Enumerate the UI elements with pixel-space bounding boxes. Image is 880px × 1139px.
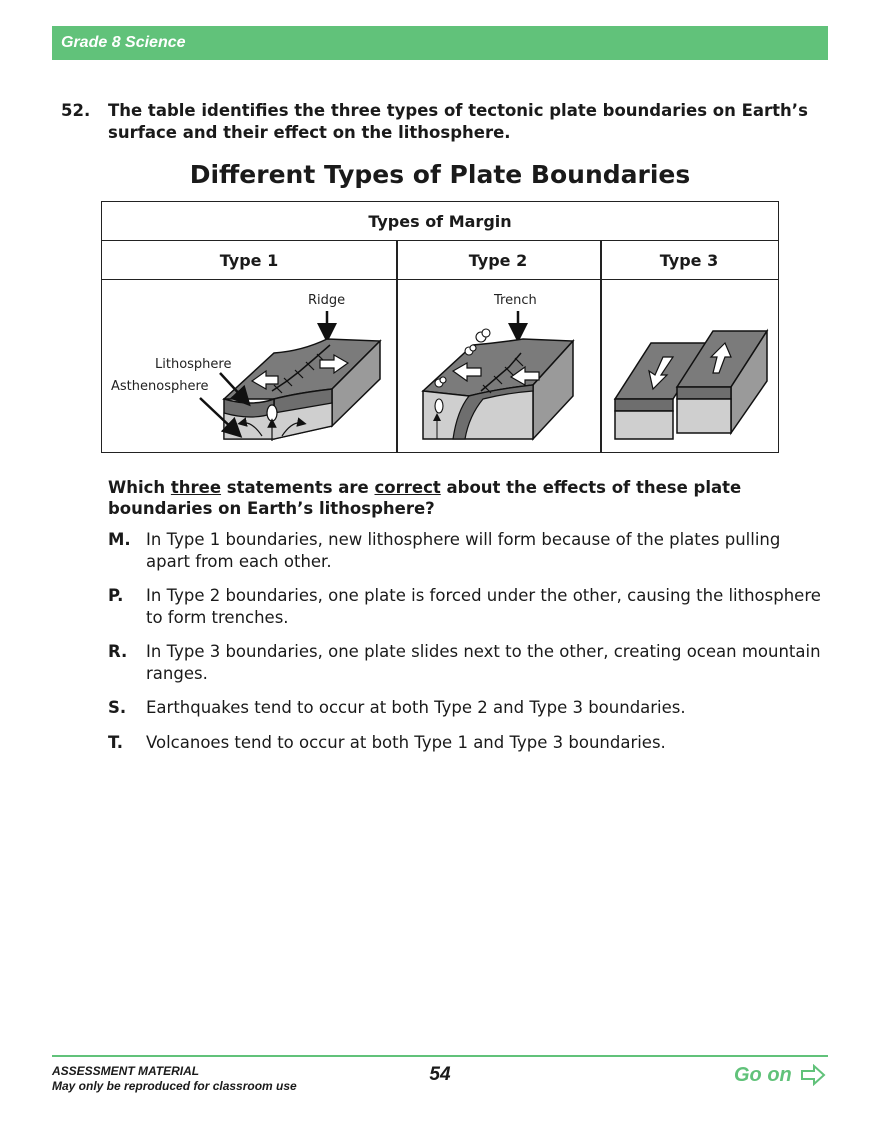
- plate-boundaries-table: [101, 201, 779, 453]
- trench-label: Trench: [494, 293, 537, 308]
- option-text: In Type 1 boundaries, new lithosphere will form because of the plates pulling apart from each other.: [146, 530, 781, 571]
- transform-boundary-illustration: [601, 281, 779, 453]
- prompt-text: statements are: [221, 478, 375, 497]
- option-letter: P.: [108, 586, 124, 605]
- prompt-emphasis-correct: correct: [374, 478, 441, 497]
- prompt-text: Which: [108, 478, 171, 497]
- prompt-emphasis-three: three: [170, 478, 222, 497]
- ridge-label: Ridge: [308, 293, 346, 308]
- arrow-right-icon[interactable]: [800, 1064, 826, 1086]
- question-text: The table identifies the three types of tectonic plate boundaries on Earth’s surface and their effect on the lithosphere.: [108, 101, 808, 142]
- question-prompt: [108, 477, 808, 519]
- table-title: Different Types of Plate Boundaries: [189, 160, 691, 189]
- option-letter: M.: [108, 530, 131, 549]
- table-column-header-row: [102, 241, 778, 280]
- footer-notice-line-2: May only be reproduced for classroom use: [52, 1079, 297, 1093]
- option-letter: R.: [108, 642, 128, 661]
- question-number: 52.: [61, 101, 91, 120]
- option-letter: T.: [108, 733, 124, 752]
- page-number: 54: [429, 1064, 451, 1085]
- option-text: Volcanoes tend to occur at both Type 1 and Type 3 boundaries.: [146, 733, 666, 752]
- type-2-diagram: [397, 281, 600, 453]
- lithosphere-label: Lithosphere: [155, 357, 232, 372]
- asthenosphere-label: Asthenosphere: [111, 379, 209, 394]
- footer-divider: [52, 1055, 828, 1057]
- option-text: Earthquakes tend to occur at both Type 2 and Type 3 boundaries.: [146, 698, 686, 717]
- option-text: In Type 2 boundaries, one plate is forced under the other, causing the lithosphere to form trenches.: [146, 586, 821, 627]
- table-group-header: [102, 202, 778, 241]
- go-on-link[interactable]: Go on: [734, 1064, 792, 1086]
- option-text: In Type 3 boundaries, one plate slides next to the other, creating ocean mountain ranges.: [146, 642, 821, 683]
- column-header-type-2: Type 2: [468, 250, 528, 270]
- type-3-diagram: [601, 281, 779, 453]
- type-1-diagram: [102, 281, 396, 453]
- header-title: Grade 8 Science: [61, 34, 186, 51]
- footer-notice-line-1: ASSESSMENT MATERIAL: [52, 1064, 200, 1078]
- convergent-boundary-illustration: [397, 281, 600, 453]
- prompt-text: about the effects of these plate boundaries on Earth’s lithosphere?: [108, 478, 742, 518]
- column-header-type-1: Type 1: [219, 250, 279, 270]
- divergent-boundary-illustration: [102, 281, 396, 453]
- option-letter: S.: [108, 698, 127, 717]
- column-header-type-3: Type 3: [659, 250, 719, 270]
- table-group-header-label: Types of Margin: [368, 211, 512, 231]
- header-bar: [52, 26, 828, 60]
